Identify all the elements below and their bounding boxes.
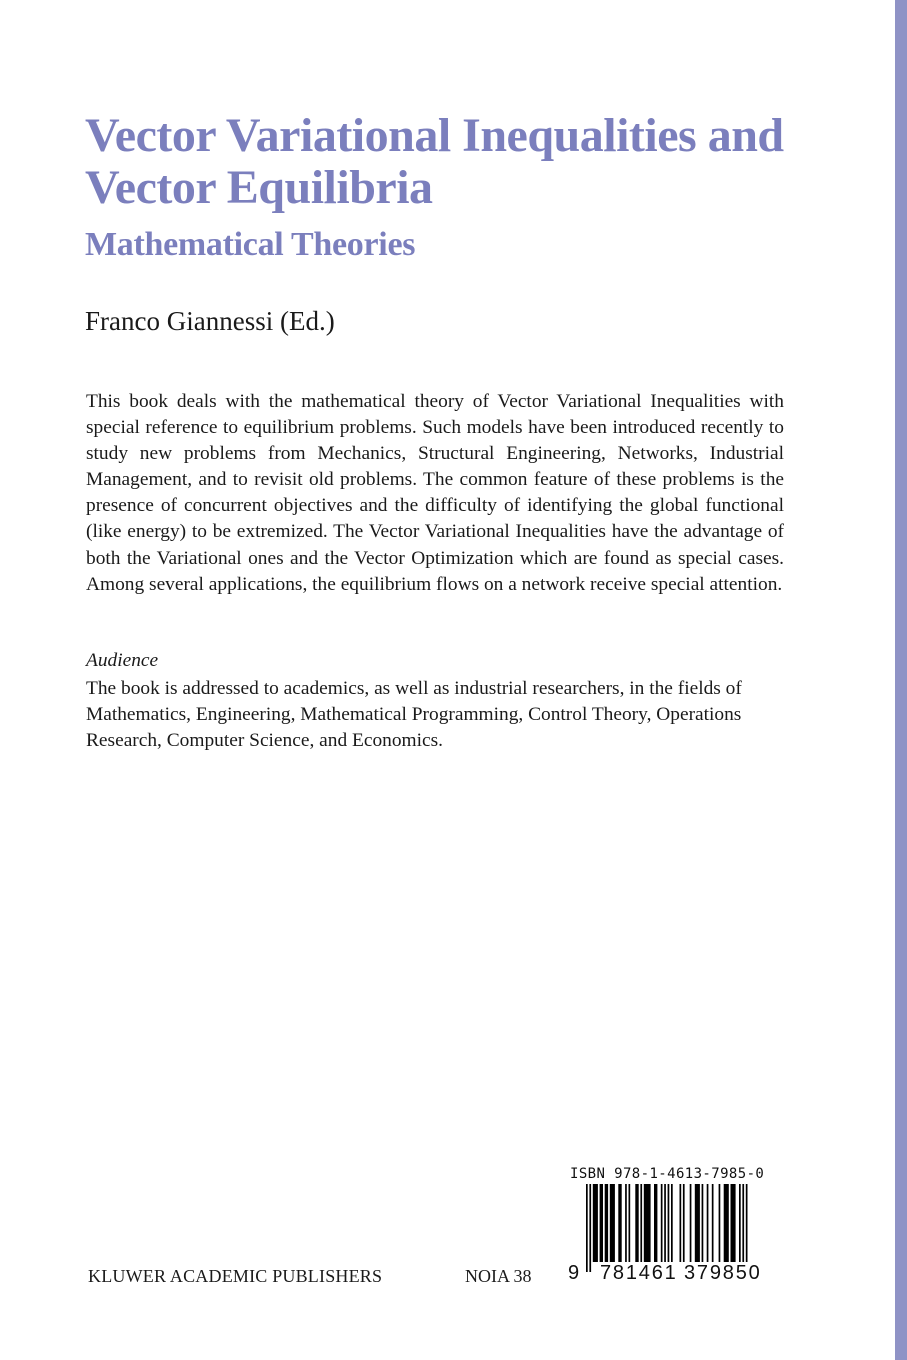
audience-text: The book is addressed to academics, as well as industrial researchers, in the fields of Mathematics, Engineering, Mathematical Programming, Control Theory, Operations Research, Computer Science, and Economics.	[86, 678, 742, 752]
barcode-bar	[661, 1184, 663, 1262]
book-description: This book deals with the mathematical theory of Vector Variational Inequalities with special reference to equilibrium problems. Such models have been introduced recently to study new problems from Mechanics, Structural Engineering, Networks, Industrial Management, and to revisit old problems. The common feature of these problems is the presence of concurrent objectives and the difficulty of identifying the global functional (like energy) to be extremized. The Vector Variational Inequalities have the advantage of both the Variational ones and the Vector Optimization which are found as special cases. Among several applications, the equilibrium flows on a network receive special attention.	[86, 391, 784, 595]
book-subtitle: Mathematical Theories	[85, 226, 416, 263]
barcode-bar	[683, 1184, 685, 1262]
book-editor: Franco Giannessi (Ed.)	[85, 306, 335, 336]
barcode-bar	[712, 1184, 714, 1262]
spine-stripe	[895, 0, 907, 1360]
barcode-bar	[629, 1184, 631, 1262]
barcode-bar	[610, 1184, 615, 1262]
barcode-bar	[707, 1184, 709, 1262]
ean-first-digit: 9	[568, 1262, 580, 1284]
barcode-bar	[739, 1184, 741, 1262]
barcode-bar	[593, 1184, 598, 1262]
ean-left-group: 781461	[600, 1262, 678, 1284]
series-label: NOIA 38	[465, 1266, 532, 1286]
barcode-guard-bar	[742, 1184, 744, 1272]
barcode	[568, 1184, 788, 1274]
barcode-bar	[625, 1184, 627, 1262]
isbn-label: ISBN 978-1-4613-7985-0	[570, 1166, 765, 1182]
barcode-bar	[605, 1184, 608, 1262]
barcode-bar	[671, 1184, 673, 1262]
barcode-bar	[690, 1184, 692, 1262]
barcode-bar	[640, 1184, 642, 1262]
book-title: Vector Variational Inequalities and Vector Equilibria	[85, 109, 784, 214]
barcode-bar	[719, 1184, 721, 1262]
barcode-bar	[724, 1184, 729, 1262]
audience-heading: Audience	[86, 650, 159, 671]
barcode-guard-bar	[664, 1184, 666, 1272]
barcode-bar	[680, 1184, 682, 1262]
barcode-bar	[695, 1184, 700, 1262]
publisher-name: KLUWER ACADEMIC PUBLISHERS	[88, 1266, 383, 1286]
barcode-bar	[644, 1184, 651, 1262]
barcode-guard-bar	[589, 1184, 591, 1272]
barcode-bar	[702, 1184, 704, 1262]
ean-right-group: 379850	[684, 1262, 762, 1284]
barcode-bar	[600, 1184, 603, 1262]
barcode-guard-bar	[586, 1184, 588, 1272]
barcode-bar	[635, 1184, 638, 1262]
barcode-guard-bar	[668, 1184, 670, 1272]
barcode-bar	[654, 1184, 657, 1262]
barcode-bar	[731, 1184, 736, 1262]
barcode-guard-bar	[746, 1184, 748, 1272]
barcode-bar	[618, 1184, 621, 1262]
